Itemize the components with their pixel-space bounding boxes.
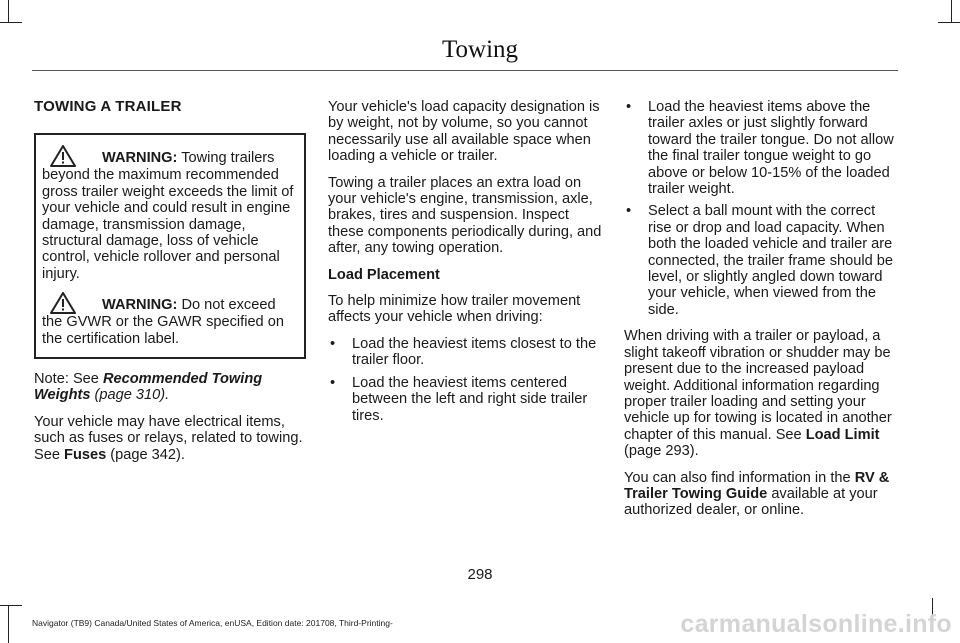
fuses-link[interactable]: Fuses <box>64 446 107 463</box>
guide-pre: You can also find information in the <box>624 469 855 486</box>
warning-1 <box>42 145 298 282</box>
load-placement-intro: To help minimize how trailer movement affects your vehicle when driving: <box>328 293 581 326</box>
note-label: Note: <box>34 371 69 388</box>
footer-edition-text: Navigator (TB9) Canada/United States of America, enUSA, Edition date: 201708, Third-Printing- <box>32 618 393 628</box>
crop-mark <box>0 605 22 606</box>
capacity-paragraph: Your vehicle's load capacity designation is by weight, not by volume, so you cannot necessarily use all available space when loading a vehicle or trailer. <box>328 99 600 165</box>
column-middle <box>328 99 604 434</box>
warning-text: Do not exceed the GVWR or the GAWR specified on the certification label. <box>42 297 284 347</box>
column-right <box>624 99 900 529</box>
page-number: 298 <box>467 566 493 583</box>
column-left <box>34 99 306 473</box>
crop-mark <box>8 0 9 22</box>
list-item: • Load the heaviest items above the trailer axles or just slightly forward toward the trailer tongue. Do not allow the final trailer tongue weight to go above or below 10-15% of the loaded trailer weight. <box>624 99 900 197</box>
rv-trailer-guide-link[interactable]: RV & Trailer Towing Guide <box>624 469 890 502</box>
warning-triangle-icon <box>50 292 102 314</box>
vibration-page-ref: (page 293). <box>624 443 699 460</box>
guide-post: available at your authorized dealer, or online. <box>624 485 878 519</box>
warning-label: WARNING: <box>102 297 178 314</box>
note-page-ref: (page 310). <box>90 387 170 404</box>
section-title: TOWING A TRAILER <box>34 98 182 115</box>
list-item: • Load the heaviest items centered between the left and right side trailer tires. <box>328 375 604 424</box>
crop-mark <box>8 605 9 643</box>
note-pre: See <box>68 371 103 388</box>
guide-paragraph <box>624 470 900 519</box>
list-item: • Load the heaviest items closest to the trailer floor. <box>328 336 604 369</box>
load-placement-list-continued <box>624 99 900 318</box>
vibration-pre: When driving with a trailer or payload, a slight takeoff vibration or shudder may be present due to the increased payload weight. Additional information regarding proper trailer loading and setting your vehicle up for towing is located in another chapter of this manual. See <box>624 328 892 443</box>
warning-2 <box>42 292 298 347</box>
fuses-pre: Your vehicle may have electrical items, such as fuses or relays, related to towing. See <box>34 413 303 463</box>
crop-mark <box>951 0 952 22</box>
watermark: carmanualsonline.info <box>680 610 952 638</box>
warning-text: Towing trailers beyond the maximum recommended gross trailer weight exceeds the limit of your vehicle and could result in engine damage, transmission damage, structural damage, loss of vehicle control, vehicle rollover and personal injury. <box>42 150 294 282</box>
load-placement-heading: Load Placement <box>328 266 440 283</box>
warning-triangle-icon <box>50 145 102 167</box>
note-link-recommended-towing-weights[interactable]: Recommended Towing Weights <box>34 371 263 404</box>
crop-mark <box>0 22 22 23</box>
crop-mark <box>938 22 960 23</box>
strain-paragraph: Towing a trailer places an extra load on your vehicle's engine, transmission, axle, brakes, tires and suspension. Inspect these components periodically during, and after, any towing operation. <box>328 174 602 257</box>
list-item: • Select a ball mount with the correct rise or drop and load capacity. When both the loaded vehicle and trailer are connected, the trailer frame should be level, or slightly angled down toward your vehicle, when viewed from the side. <box>624 203 900 318</box>
note-paragraph <box>34 371 306 404</box>
page-header-title: Towing <box>441 36 519 63</box>
warning-label: WARNING: <box>102 150 178 167</box>
fuses-page-ref: (page 342). <box>106 446 185 463</box>
header-rule <box>32 70 898 71</box>
warning-box <box>34 133 306 359</box>
fuses-paragraph <box>34 414 306 463</box>
vibration-paragraph <box>624 328 900 459</box>
load-limit-link[interactable]: Load Limit <box>805 426 880 443</box>
load-placement-list <box>328 336 604 424</box>
